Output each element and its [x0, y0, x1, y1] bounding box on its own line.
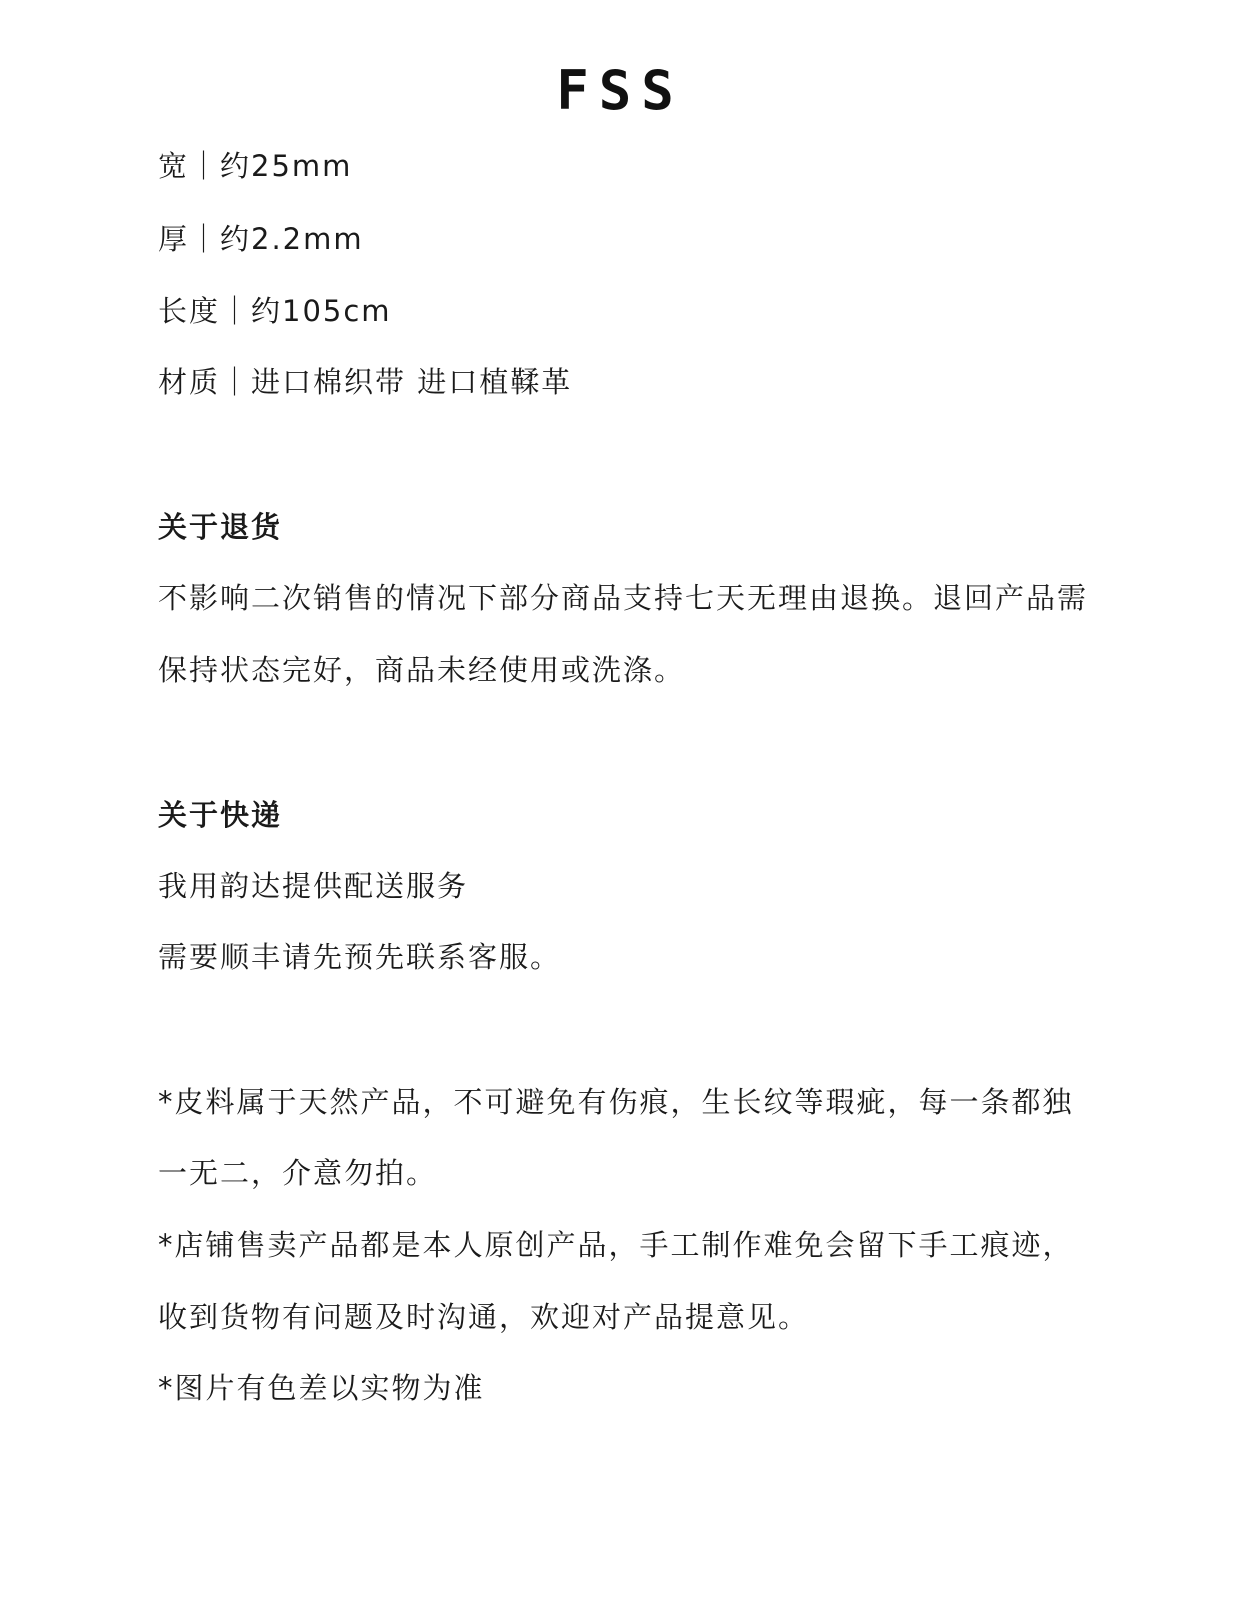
spec-material: 材质｜进口棉织带 进口植鞣革 [158, 365, 573, 399]
spec-width: 宽｜约25mm [158, 149, 353, 183]
shipping-text-line: 需要顺丰请先预先联系客服。 [158, 940, 562, 974]
returns-text-line: 保持状态完好，商品未经使用或洗涤。 [158, 653, 686, 687]
shipping-heading: 关于快递 [158, 798, 283, 832]
shipping-text-line: 我用韵达提供配送服务 [158, 869, 469, 903]
note-line: 收到货物有问题及时沟通，欢迎对产品提意见。 [158, 1300, 810, 1334]
returns-heading: 关于退货 [158, 510, 283, 544]
note-line: *皮料属于天然产品，不可避免有伤痕，生长纹等瑕疵，每一条都独 [158, 1085, 1074, 1119]
spec-thickness: 厚｜约2.2mm [158, 222, 364, 256]
note-line: *图片有色差以实物为准 [158, 1371, 485, 1405]
returns-text-line: 不影响二次销售的情况下部分商品支持七天无理由退换。退回产品需 [158, 581, 1089, 615]
note-line: *店铺售卖产品都是本人原创产品，手工制作难免会留下手工痕迹， [158, 1228, 1074, 1262]
note-line: 一无二，介意勿拍。 [158, 1156, 438, 1190]
spec-length: 长度｜约105cm [158, 294, 392, 328]
brand-logo: FSS [556, 59, 684, 122]
